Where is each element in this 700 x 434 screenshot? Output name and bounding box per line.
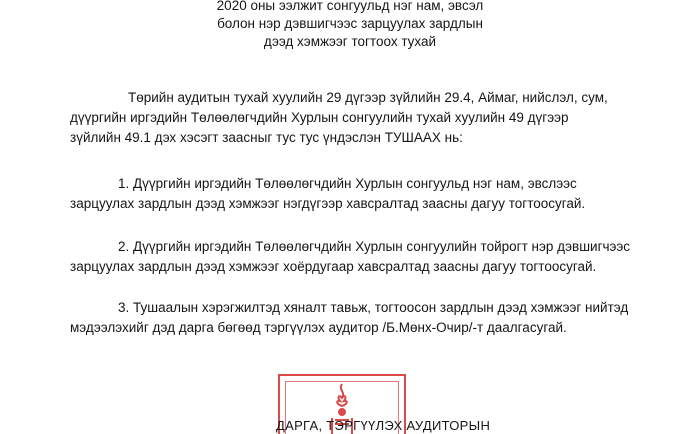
item-1-line-2: зарцуулах зардлын дээд хэмжээг нэгдүгээр хавсралтад заасны дагуу тогтоосугай.: [70, 196, 586, 211]
signature-title: ДАРГА, ТЭРГҮҮЛЭХ АУДИТОРЫН: [276, 418, 491, 433]
intro-line-1: Төрийн аудитын тухай хуулийн 29 дүгээр зүйлийн 29.4, Аймаг, нийслэл, сум,: [128, 90, 608, 105]
item-2-line-1: 2. Дүүргийн иргэдийн Төлөөлөгчдийн Хурлын сонгуулийн тойрогт нэр дэвшигчээс: [118, 239, 631, 254]
order-item-1: [70, 174, 585, 214]
order-item-2: [70, 237, 630, 277]
intro-line-3: зүйлийн 49.1 дэх хэсэгт заасныг тус тус үндэслэн ТУШААХ нь:: [70, 130, 463, 145]
title-line-1: 2020 оны ээлжит сонгуульд нэг нам, эвсэл: [216, 0, 484, 13]
intro-paragraph: [70, 88, 608, 148]
title-line-2: болон нэр дэвшигчээс зарцуулах зардлын: [217, 16, 483, 31]
item-1-line-1: 1. Дүүргийн иргэдийн Төлөөлөгчдийн Хурлын сонгуульд нэг нам, эвслээс: [118, 176, 577, 191]
title-line-3: дээд хэмжээг тогтоох тухай: [263, 34, 437, 49]
intro-line-2: дүүргийн иргэдийн Төлөөлөгчдийн Хурлын сонгуулийн тухай хуулийн 49 дүгээр: [70, 110, 569, 125]
item-3-line-2: мэдээлэхийг дэд дарга бөгөөд тэргүүлэх аудитор /Б.Мөнх-Очир/-т даалгасугай.: [70, 320, 567, 335]
item-3-line-1: 3. Тушаалын хэрэгжилтэд хяналт тавьж, тогтоосон зардлын дээд хэмжээг нийтэд: [118, 300, 629, 315]
document-title: [150, 0, 550, 51]
order-item-3: [70, 298, 628, 338]
item-2-line-2: зарцуулах зардлын дээд хэмжээг хоёрдугаар хавсралтад заасны дагуу тогтоосугай.: [70, 259, 597, 274]
